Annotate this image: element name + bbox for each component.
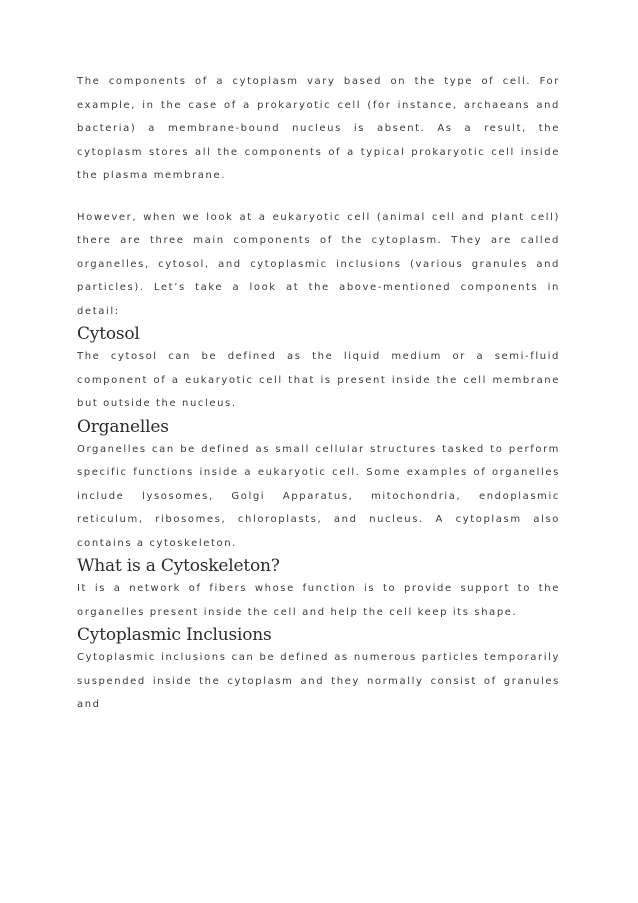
intro-paragraph-2: However, when we look at a eukaryotic cell (animal cell and plant cell) there are three main components of the cytoplasm. They are called organelles, cytosol, and cytoplasmic inclusions (various granules and particles). Let’s take a look at the above-mentioned components in detail: — [77, 211, 560, 317]
intro-paragraph-1: The components of a cytoplasm vary based on the type of cell. For example, in the case of a prokaryotic cell (for instance, archaeans and bacteria) a membrane-bound nucleus is absent. As a result, the cytoplasm stores all the components of a typical prokaryotic cell inside the plasma membrane. — [77, 76, 560, 181]
document-page — [77, 70, 560, 717]
inclusions-paragraph: Cytoplasmic inclusions can be defined as numerous particles temporarily suspended inside the cytoplasm and they normally consist of granules and — [77, 652, 560, 710]
cytosol-paragraph: The cytosol can be defined as the liquid medium or a semi-fluid component of a eukaryotic cell that is present inside the cell membrane but outside the nucleus. — [77, 351, 560, 409]
organelles-heading: Organelles — [77, 416, 169, 437]
inclusions-heading: Cytoplasmic Inclusions — [77, 625, 272, 645]
organelles-paragraph: Organelles can be defined as small cellular structures tasked to perform specific functions inside a eukaryotic cell. Some examples of organelles include lysosomes, Golgi Apparatus, mitochondria, endoplasmic reticulum, ribosomes, chloroplasts, and nucleus. A cytoplasm also contains a cytoskeleton. — [77, 443, 560, 549]
cytosol-heading: Cytosol — [77, 324, 140, 344]
cytoskeleton-paragraph: It is a network of fibers whose function is to provide support to the organelles present inside the cell and help the cell keep its shape. — [77, 583, 560, 618]
cytoskeleton-heading: What is a Cytoskeleton? — [77, 556, 280, 576]
